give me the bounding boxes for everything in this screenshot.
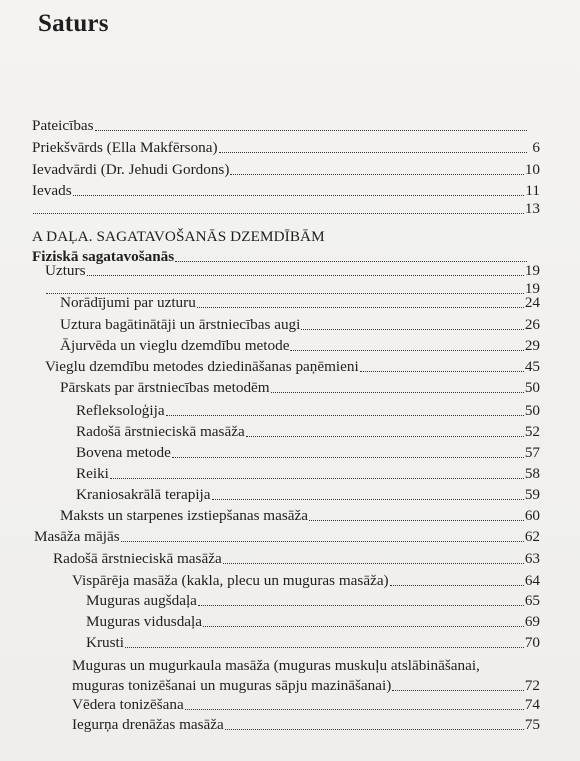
- toc-entry-label: Bovena metode: [76, 444, 171, 461]
- toc-entry-label-line1: Muguras un mugurkaula masāža (muguras muskuļu atslābināšanai,: [72, 657, 480, 674]
- toc-entry-label: Norādījumi par uzturu: [60, 294, 196, 311]
- toc-entry: [76, 402, 540, 420]
- dot-leader: [95, 130, 527, 131]
- toc-entry-page: 52: [524, 423, 540, 440]
- dot-leader: [309, 520, 524, 521]
- toc-entry: [76, 465, 540, 483]
- toc-entry-page: 63: [524, 550, 540, 567]
- toc-entry-label: Kraniosakrālā terapija: [76, 486, 211, 503]
- toc-entry: [45, 262, 540, 280]
- toc-entry-label: Masāža mājās: [34, 528, 120, 545]
- toc-entry-page: 62: [524, 528, 540, 545]
- toc-entry-page: 70: [524, 634, 540, 651]
- toc-entry: [60, 316, 540, 334]
- toc-entry-label: Radošā ārstnieciskā masāža: [53, 550, 222, 567]
- dot-leader: [271, 392, 524, 393]
- toc-entry-page: 60: [524, 507, 540, 524]
- toc-entry: [53, 550, 540, 568]
- toc-entry: [32, 117, 540, 135]
- toc-entry-label: Radošā ārstnieciskā masāža: [76, 423, 245, 440]
- dot-leader: [230, 174, 523, 175]
- toc-entry-label: Ievadvārdi (Dr. Jehudi Gordons): [32, 161, 230, 178]
- dot-leader: [223, 563, 524, 564]
- toc-entry-label: Uztura bagātinātāji un ārstniecības augi: [60, 316, 301, 333]
- toc-entry: [86, 634, 540, 652]
- toc-entry-label: Maksts un starpenes izstiepšanas masāža: [60, 507, 308, 524]
- section-heading: A DAĻA. SAGATAVOŠANĀS DZEMDĪBĀM: [32, 228, 325, 245]
- toc-entry-page: 6: [532, 139, 540, 156]
- dot-leader: [172, 457, 524, 458]
- toc-entry-page: 10: [524, 161, 540, 178]
- toc-entry-page: 59: [524, 486, 540, 503]
- toc-entry: [76, 486, 540, 504]
- toc-entry-page: 75: [524, 716, 540, 733]
- toc-entry: [32, 161, 540, 179]
- toc-entry: [34, 528, 540, 546]
- dot-leader: [203, 626, 524, 627]
- toc-entry: [32, 182, 540, 200]
- dot-leader: [185, 709, 524, 710]
- toc-entry-label: Ājurvēda un vieglu dzemdību metode: [60, 337, 290, 354]
- page-title: Saturs: [38, 10, 109, 37]
- dot-leader: [110, 478, 524, 479]
- toc-entry-page: 24: [524, 294, 540, 311]
- toc-entry-label: Priekšvārds (Ella Makfērsona): [32, 139, 218, 156]
- toc-entry: [72, 572, 540, 590]
- toc-entry-page: 72: [524, 677, 540, 694]
- toc-entry-page: 13: [524, 200, 540, 217]
- dot-leader: [125, 647, 524, 648]
- toc-entry-page: 45: [524, 358, 540, 375]
- toc-entry: [45, 358, 540, 376]
- toc-entry-label: Vēdera tonizēšana: [72, 696, 184, 713]
- toc-entry-page: 29: [524, 337, 540, 354]
- dot-leader: [87, 275, 524, 276]
- dot-leader: [166, 415, 524, 416]
- toc-entry-label: Uzturs: [45, 262, 86, 279]
- toc-entry: [86, 613, 540, 631]
- toc-entry: [76, 423, 540, 441]
- toc-entry: [72, 677, 540, 695]
- toc-entry-label: muguras tonizēšanai un muguras sāpju mazināšanai): [72, 677, 392, 694]
- dot-leader: [390, 585, 524, 586]
- toc-entry-label: Ievads: [32, 182, 72, 199]
- toc-entry-label: Refleksoloģija: [76, 402, 165, 419]
- dot-leader: [33, 213, 524, 214]
- dot-leader: [219, 152, 527, 153]
- toc-entry-page: 50: [524, 402, 540, 419]
- dot-leader: [197, 307, 524, 308]
- toc-entry-page: 26: [524, 316, 540, 333]
- dot-leader: [392, 690, 524, 691]
- toc-entry-page: 64: [524, 572, 540, 589]
- toc-entry: [32, 200, 540, 218]
- toc-entry-label: Pārskats par ārstniecības metodēm: [60, 379, 270, 396]
- toc-entry: [76, 444, 540, 462]
- toc-entry-page: 69: [524, 613, 540, 630]
- toc-entry-label: Iegurņa drenāžas masāža: [72, 716, 224, 733]
- toc-entry-label: Reiki: [76, 465, 109, 482]
- dot-leader: [301, 329, 523, 330]
- toc-entry-label: Pateicības: [32, 117, 94, 134]
- toc-entry-page: 58: [524, 465, 540, 482]
- toc-entry-page: 19: [524, 280, 540, 297]
- toc-entry: [86, 592, 540, 610]
- toc-entry-page: 57: [524, 444, 540, 461]
- dot-leader: [225, 729, 524, 730]
- toc-entry: [60, 294, 540, 312]
- toc-entry: [72, 716, 540, 734]
- toc-entry-label: Vieglu dzemdību metodes dziedināšanas paņēmieni: [45, 358, 359, 375]
- dot-leader: [246, 436, 524, 437]
- toc-entry-label: Muguras vidusdaļa: [86, 613, 202, 630]
- dot-leader: [290, 350, 523, 351]
- toc-entry-label: Fiziskā sagatavošanās: [32, 248, 175, 265]
- toc-entry: [60, 379, 540, 397]
- toc-entry-page: 65: [524, 592, 540, 609]
- toc-entry-page: 74: [524, 696, 540, 713]
- toc-entry: [32, 139, 540, 157]
- dot-leader: [73, 195, 525, 196]
- dot-leader: [360, 371, 524, 372]
- toc-entry-label: Vispārēja masāža (kakla, plecu un muguras masāža): [72, 572, 389, 589]
- toc-entry: [60, 507, 540, 525]
- dot-leader: [121, 541, 524, 542]
- toc-entry-label: Muguras augšdaļa: [86, 592, 197, 609]
- toc-entry-label: Krusti: [86, 634, 124, 651]
- toc-entry: [60, 337, 540, 355]
- dot-leader: [212, 499, 524, 500]
- toc-entry-page: 19: [524, 262, 540, 279]
- toc-entry-page: 11: [525, 182, 540, 199]
- toc-entry: [72, 696, 540, 714]
- toc-entry-page: 50: [524, 379, 540, 396]
- dot-leader: [198, 605, 524, 606]
